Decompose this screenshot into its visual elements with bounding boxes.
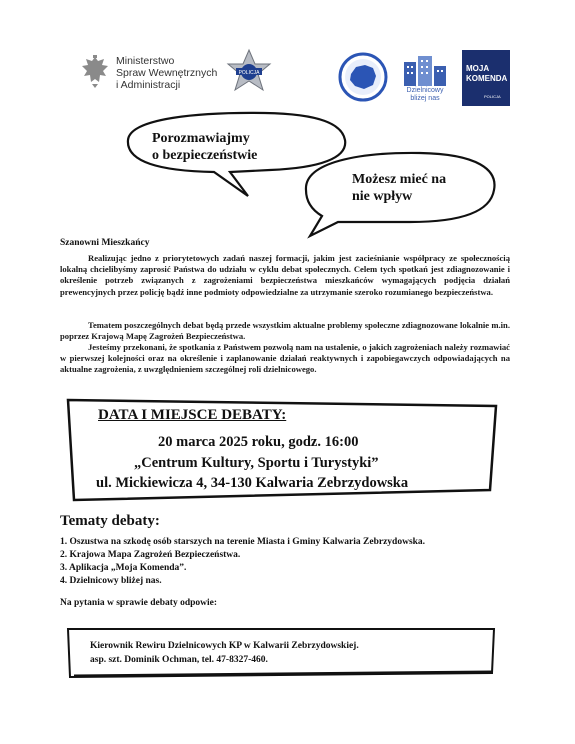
contact-line: asp. szt. Dominik Ochman, tel. 47-8327-460.: [90, 655, 268, 665]
topic-item: 4. Dzielnicowy bliżej nas.: [60, 576, 162, 586]
right-bubble-line: nie wpływ: [352, 189, 413, 204]
left-bubble-line: Porozmawiajmy: [152, 131, 250, 146]
debate-date: 20 marca 2025 roku, godz. 16:00: [158, 434, 359, 450]
ministry-line: i Administracji: [116, 79, 181, 91]
contact-box: [66, 627, 496, 679]
left-bubble-line: o bezpieczeństwie: [152, 148, 258, 163]
debate-heading: DATA I MIEJSCE DEBATY:: [98, 407, 287, 423]
right-bubble-line: Możesz mieć na: [352, 172, 447, 187]
contact-question: Na pytania w sprawie debaty odpowie:: [60, 598, 218, 608]
debate-venue: „Centrum Kultury, Sportu i Turystyki”: [134, 455, 379, 471]
dzielnicowy-caption-line: Dzielnicowy: [406, 87, 444, 94]
moja-komenda-line: MOJA: [466, 64, 490, 73]
paragraph: Tematem poszczególnych debat będą przede wszystkim aktualne problemy społeczne zdiagnozowane lokalnie m.in. poprzez Krajową Mapę Zagrożeń Bezpieczeństwa.: [60, 320, 510, 342]
speech-bubbles: [0, 0, 575, 240]
moja-komenda-small: POLICJA: [484, 94, 501, 99]
dzielnicowy-caption-line: bliżej nas: [410, 95, 440, 102]
paragraph: Jesteśmy przekonani, że spotkania z Państwem pozwolą nam na ustalenie, o jakich zagrożeniach należy rozmawiać w pierwszej kolejności oraz na określenie i zaplanowanie działań reaktywnych i zapobiegawczych odpowiadających na aktualne zagrożenia, z uwzględnieniem szczególnej roli dzielnicowego.: [60, 342, 510, 375]
paragraph: Realizując jedno z priorytetowych zadań naszej formacji, jakim jest zacieśnianie współpracy ze społecznością lokalną chcielibyśmy zaprosić Państwa do udziału w cyklu debat społecznych. Celem tych spotkań jest zdiagnozowanie i określenie potrzeb związanych z zagrożeniami bezpieczeństwa mieszkańców wymagających podjęcia działań prewencyjnych przez policję bądź inne podmioty odpowiedzialne za utrzymanie szeroko rozumianego bezpieczeństwa.: [60, 253, 510, 297]
right-bubble-text: [352, 171, 446, 205]
contact-line: Kierownik Rewiru Dzielnicowych KP w Kalwarii Zebrzydowskiej.: [90, 641, 359, 651]
police-badge-text: POLICJA: [238, 70, 260, 76]
topic-item: 1. Oszustwa na szkodę osób starszych na terenie Miasta i Gminy Kalwaria Zebrzydowska.: [60, 537, 426, 547]
topic-item: 3. Aplikacja „Moja Komenda”.: [60, 563, 187, 573]
moja-komenda-line: KOMENDA: [466, 74, 508, 83]
ministry-line: Ministerstwo: [116, 55, 175, 67]
ministry-line: Spraw Wewnętrznych: [116, 67, 218, 79]
left-bubble-text: [152, 130, 257, 164]
debate-address: ul. Mickiewicza 4, 34-130 Kalwaria Zebrzydowska: [96, 475, 409, 491]
salutation: Szanowni Mieszkańcy: [60, 238, 150, 248]
topics-title: Tematy debaty:: [60, 513, 160, 529]
topic-item: 2. Krajowa Mapa Zagrożeń Bezpieczeństwa.: [60, 550, 241, 560]
